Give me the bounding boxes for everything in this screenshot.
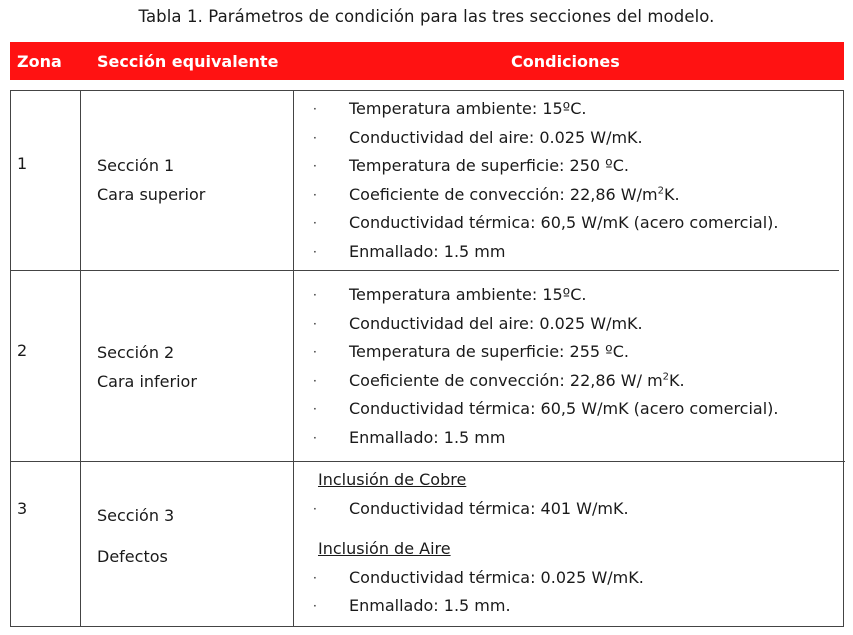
seccion-cell [97,495,174,577]
zona-cell: 1 [17,154,28,173]
seccion-name: Sección 1 [97,156,175,175]
subheading-aire: Inclusión de Aire [318,539,451,559]
seccion-name: Sección 2 [97,343,175,362]
caption-text: Parámetros de condición para las tres secciones del modelo. [208,7,715,26]
caption-label: Tabla 1. [138,7,203,26]
list-item: · Enmallado: 1.5 mm. [313,596,511,616]
list-item: · Conductividad térmica: 401 W/mK. [313,498,629,518]
seccion-desc: Defectos [97,547,168,566]
seccion-name: Sección 3 [97,506,175,525]
zona-cell: 3 [17,499,28,518]
header-zona: Zona [17,52,62,71]
table-caption [0,7,853,26]
header-seccion: Sección equivalente [97,52,279,71]
seccion-cell [97,152,205,209]
table-row: 1 Sección 1 Cara superior · Temperatura ambiente: 15ºC. · Conductividad del aire: 0.025 W/mK. · Temperatura de superficie: 250 ºC. · Coeficiente de convección: 22,86 $W/m^2K$. · Conductividad térmica: 60,5 W/mK (acero comercial). · Enmallado: 1.5 mm [17,99,779,261]
table-row: 2 Sección 2 Cara inferior · Temperatura ambiente: 15ºC. · Conductividad del aire: 0.025 W/mK. · Temperatura de superficie: 255 ºC. · Coeficiente de convección: 22,86 W/ $m^2K$. · Conductividad térmica: 60,5 W/mK (acero comercial). · Enmallado: 1.5 mm [17,285,779,447]
parameters-table [10,90,844,627]
table-row [11,462,845,628]
list-item: · Conductividad térmica: 0.025 W/mK. [313,567,644,587]
header-condiciones: Condiciones [511,52,620,71]
subheading-cobre: Inclusión de Cobre [318,470,467,489]
table-header [10,42,844,80]
seccion-desc: Cara superior [97,184,206,204]
zona-cell: 2 [17,341,28,360]
seccion-cell [97,339,197,396]
condiciones-cell [313,466,644,621]
seccion-desc: Cara inferior [97,371,197,391]
